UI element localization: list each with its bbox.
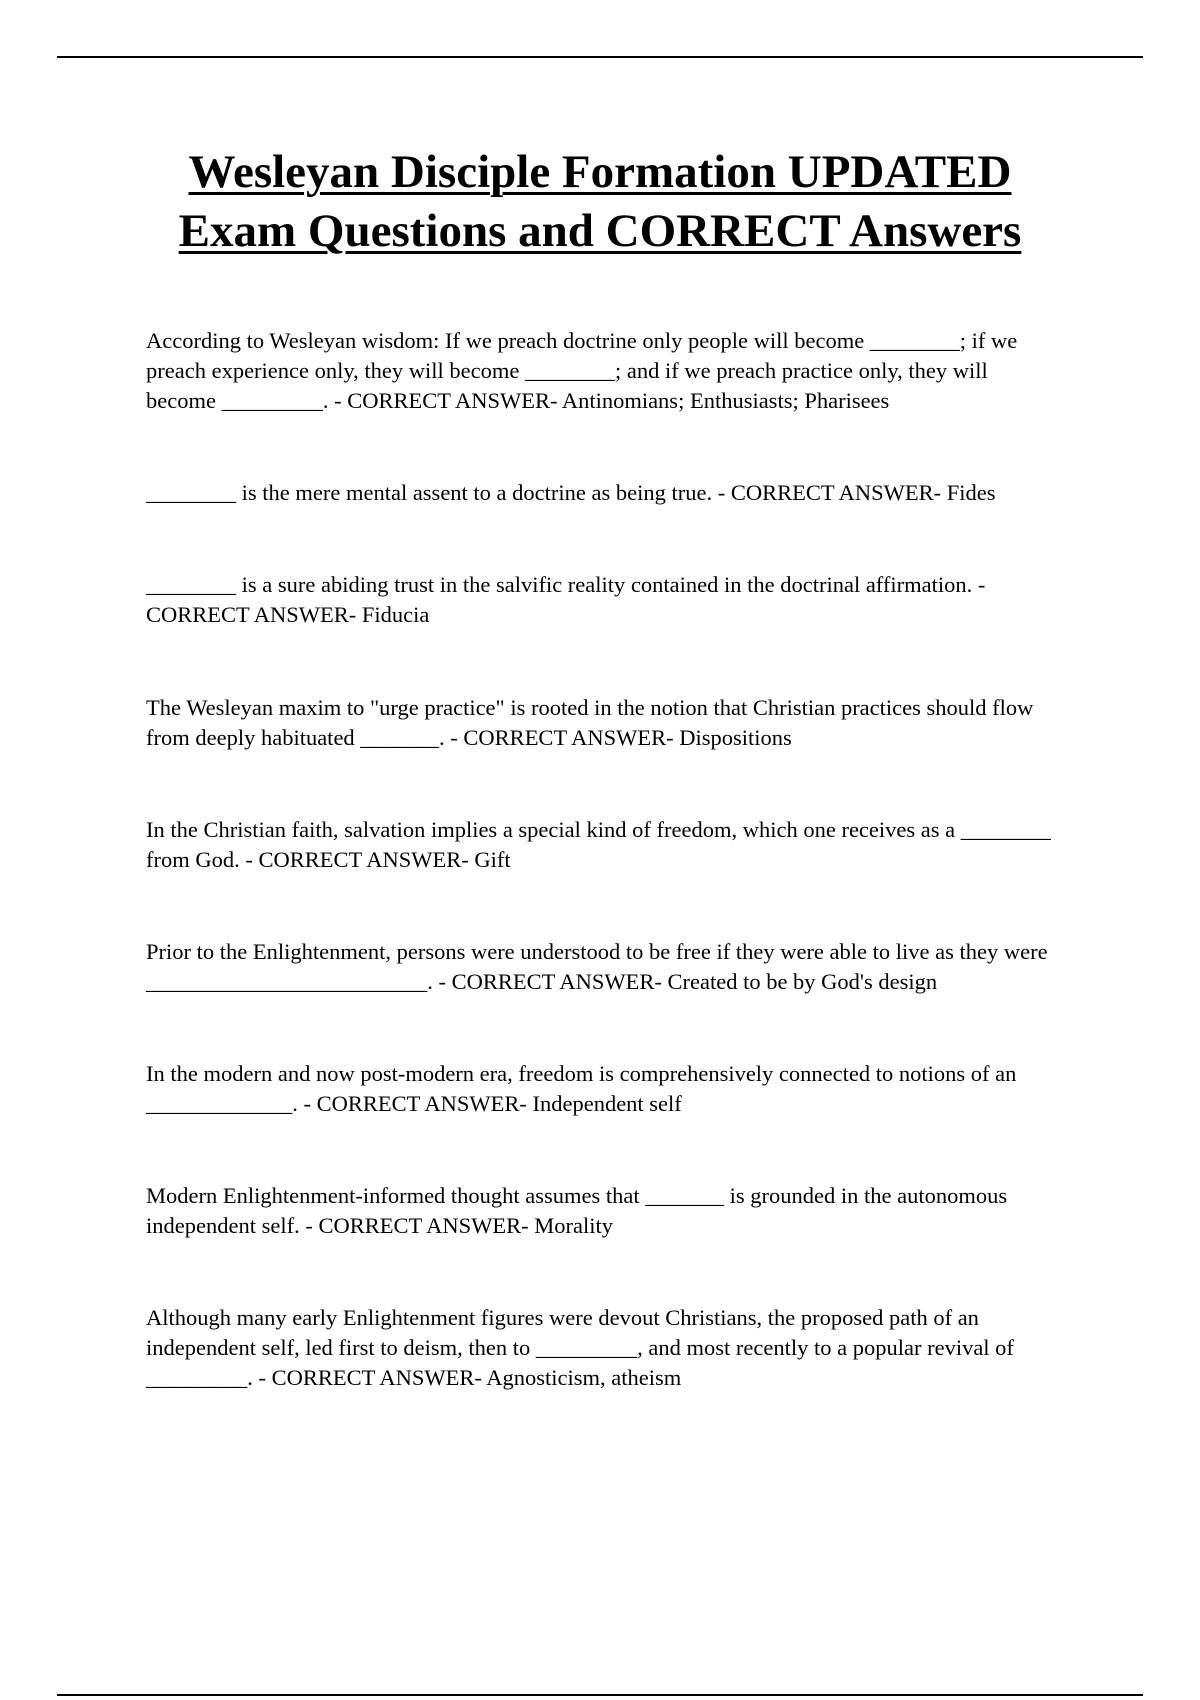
qa-item: The Wesleyan maxim to "urge practice" is rooted in the notion that Christian practices should flow from deeply habituated _______. - CORRECT ANSWER- Dispositions bbox=[146, 695, 1034, 750]
top-divider bbox=[57, 56, 1143, 58]
qa-item: ________ is the mere mental assent to a doctrine as being true. - CORRECT ANSWER- Fides bbox=[146, 480, 996, 505]
qa-item: According to Wesleyan wisdom: If we preach doctrine only people will become ________; if we preach experience only, they will become ________; and if we preach practice only, they will become _________. - CORRECT ANSWER- Antinomians; Enthusiasts; Pharisees bbox=[146, 328, 1018, 413]
question-answer-list bbox=[146, 326, 1061, 1455]
qa-item: In the Christian faith, salvation implies a special kind of freedom, which one receives as a ________ from God. - CORRECT ANSWER- Gift bbox=[146, 817, 1051, 872]
title-line-1: Wesleyan Disciple Formation UPDATED bbox=[188, 146, 1012, 198]
qa-item: In the modern and now post-modern era, freedom is comprehensively connected to notions of an _____________. - CORRECT ANSWER- Independent self bbox=[146, 1061, 1017, 1116]
qa-item: Although many early Enlightenment figures were devout Christians, the proposed path of an independent self, led first to deism, then to _________, and most recently to a popular revival of _________. - CORRECT ANSWER- Agnosticism, atheism bbox=[146, 1305, 1014, 1390]
title-line-2: Exam Questions and CORRECT Answers bbox=[178, 205, 1022, 257]
qa-item: ________ is a sure abiding trust in the salvific reality contained in the doctrinal affirmation. - CORRECT ANSWER- Fiducia bbox=[146, 572, 986, 627]
qa-item: Modern Enlightenment-informed thought assumes that _______ is grounded in the autonomous independent self. - CORRECT ANSWER- Morality bbox=[146, 1183, 1008, 1238]
bottom-divider bbox=[57, 1694, 1143, 1696]
document-title bbox=[0, 143, 1200, 261]
qa-item: Prior to the Enlightenment, persons were understood to be free if they were able to live as they were _________________________. - CORRECT ANSWER- Created to be by God's design bbox=[146, 939, 1048, 994]
